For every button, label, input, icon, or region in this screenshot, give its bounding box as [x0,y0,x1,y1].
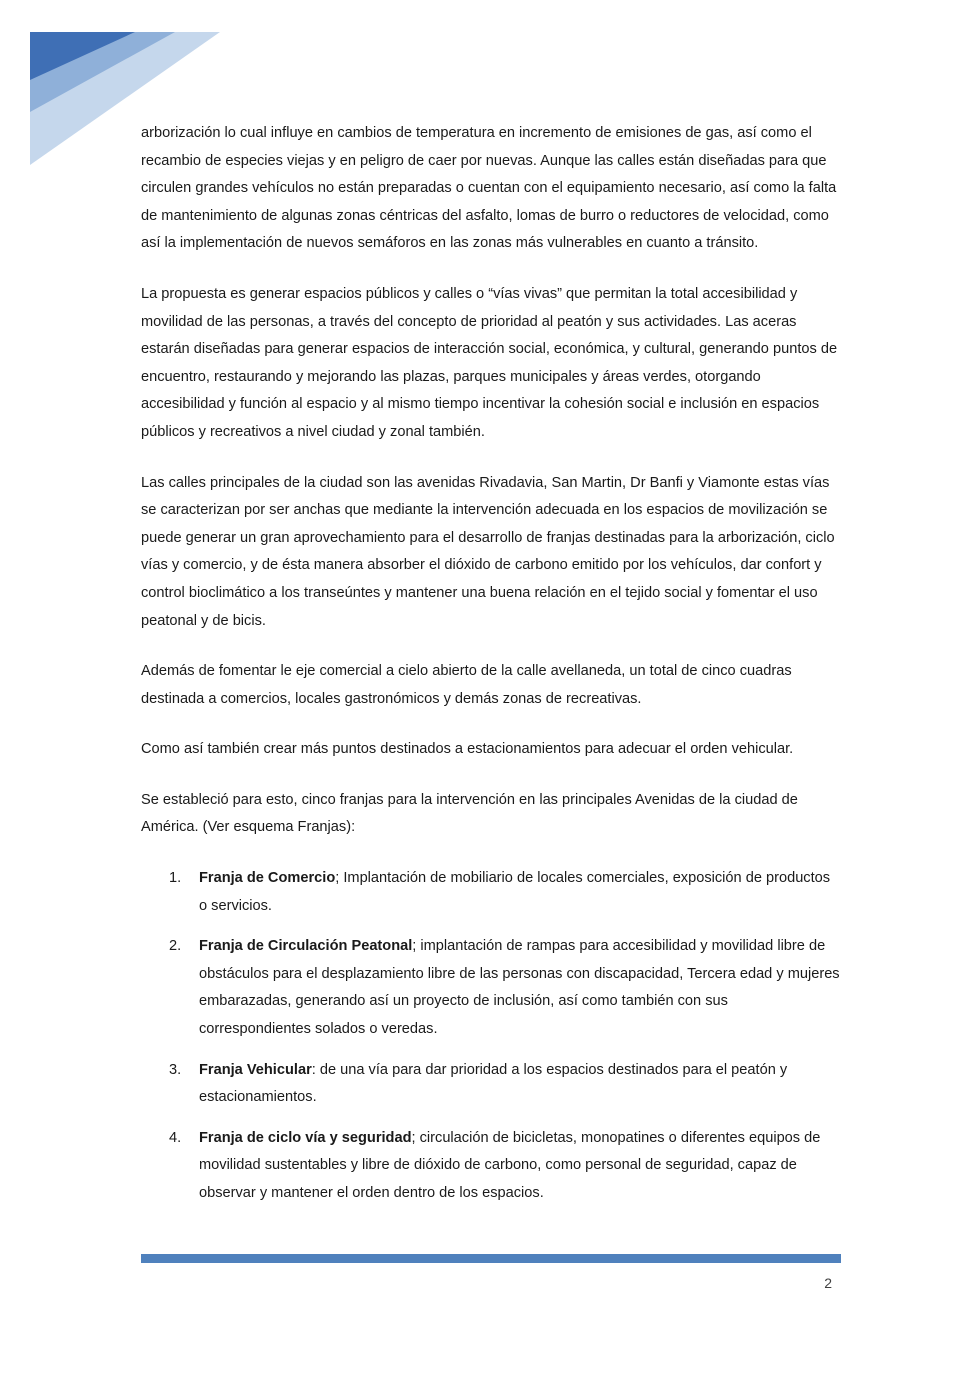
list-item-number: 2. [169,938,182,955]
paragraph-3: Las calles principales de la ciudad son las avenidas Rivadavia, San Martin, Dr Banfi y Viamonte estas vías se caracterizan por ser anchas que mediante la intervención adecuada en los espacios de movilización se puede generar un gran aprovechamiento para el desarrollo de franjas destinadas para la arborización, ciclo vías y comercio, y de ésta manera absorber el dióxido de carbono emitido por los vehículos, dar confort y control bioclimático a los transeúntes y mantener una buena relación en el tejido social y fomentar el uso peatonal y de bicis. [141,474,835,629]
paragraph-5: Como así también crear más puntos destinados a estacionamientos para adecuar el orden vehicular. [141,741,794,758]
paragraph-6: Se estableció para esto, cinco franjas para la intervención en las principales Avenidas de la ciudad de América. (Ver esquema Franjas): [141,791,798,836]
franjas-list [141,865,841,1208]
list-item-number: 3. [169,1061,182,1078]
list-item [141,865,841,920]
page-number: 2 [824,1275,832,1291]
list-item [141,933,841,1043]
paragraph-2: La propuesta es generar espacios públicos y calles o “vías vivas” que permitan la total accesibilidad y movilidad de las personas, a través del concepto de prioridad al peatón y sus actividades. Las aceras estarán diseñadas para generar espacios de interacción social, económica, y cultural, generando puntos de encuentro, restaurando y mejorando las plazas, parques municipales y áreas verdes, otorgando accesibilidad y función al espacio y al mismo tiempo incentivar la cohesión social e inclusión en espacios públicos y recreativos a nivel ciudad y zonal también. [141,285,838,440]
list-item-title: Franja de Circulación Peatonal [199,938,413,955]
list-item-text: ; Implantación de mobiliario de locales comerciales, exposición de productos o servicios. [199,870,831,914]
list-item-number: 1. [169,870,182,887]
footer-rule [141,1254,841,1263]
list-item-text: : de una vía para dar prioridad a los espacios destinados para el peatón y estacionamientos. [199,1061,788,1106]
list-item [141,1057,841,1112]
document-body [141,120,841,1221]
list-item-number: 4. [169,1129,182,1146]
list-item-title: Franja Vehicular [199,1061,312,1078]
paragraph-4: Además de fomentar le eje comercial a cielo abierto de la calle avellaneda, un total de cinco cuadras destinada a comercios, locales gastronómicos y demás zonas de recreativas. [141,663,792,707]
list-item-text: ; circulación de bicicletas, monopatines o diferentes equipos de movilidad sustentables y libre de dióxido de carbono, como personal de seguridad, capaz de observar y mantener el orden dentro de los espacios. [199,1129,821,1201]
list-item [141,1125,841,1208]
list-item-title: Franja de Comercio [199,870,336,887]
list-item-text: ; implantación de rampas para accesibilidad y movilidad libre de obstáculos para el desplazamiento libre de las personas con discapacidad, Tercera edad y mujeres embarazadas, generando así un proyecto de inclusión, así como también con sus correspondientes solados o veredas. [199,938,840,1038]
paragraph-1: arborización lo cual influye en cambios de temperatura en incremento de emisiones de gas, así como el recambio de especies viejas y en peligro de caer por nuevas. Aunque las calles están diseñadas para que circulen grandes vehículos no están preparadas o cuentan con el equipamiento necesario, así como la falta de mantenimiento de algunas zonas céntricas del asfalto, lomas de burro o reductores de velocidad, como así la implementación de nuevos semáforos en las zonas más vulnerables en cuanto a tránsito. [141,125,837,252]
list-item-title: Franja de ciclo vía y seguridad [199,1129,412,1146]
